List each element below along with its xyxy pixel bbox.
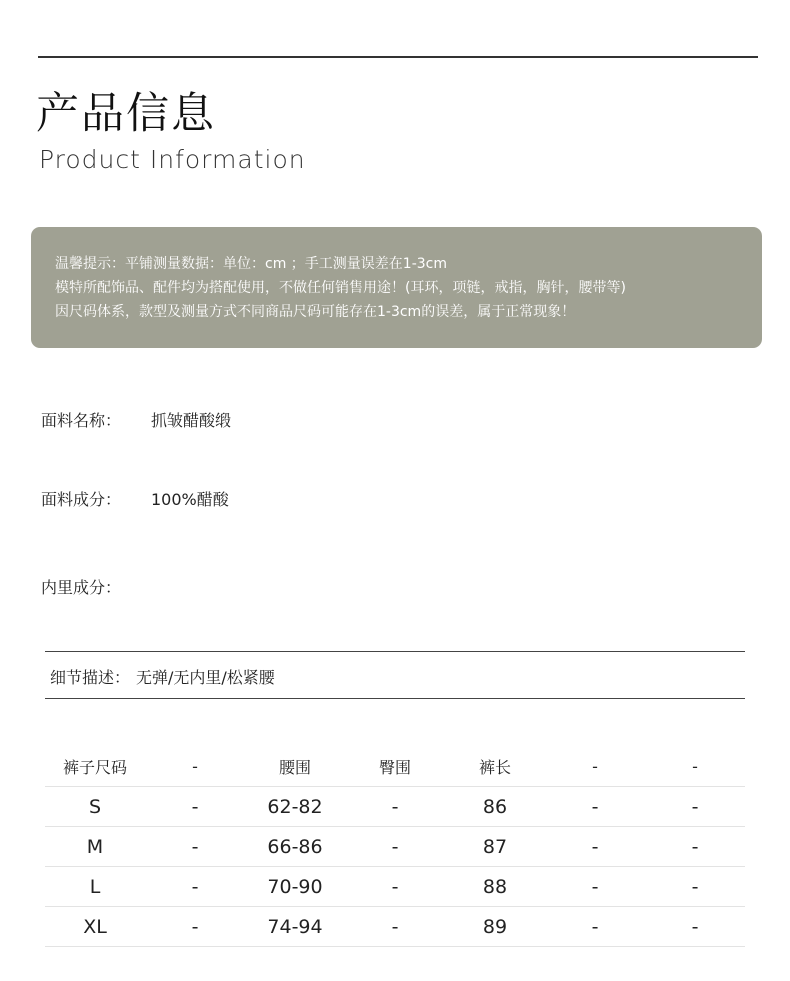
header-cell: - <box>545 746 645 787</box>
table-cell: 70-90 <box>245 867 345 907</box>
table-cell: 88 <box>445 867 545 907</box>
notice-line: 因尺码体系，款型及测量方式不同商品尺码可能存在1-3cm的误差，属于正常现象！ <box>55 304 576 320</box>
table-cell: - <box>645 827 745 867</box>
table-row <box>45 867 745 907</box>
table-cell: 74-94 <box>245 907 345 947</box>
detail-value: 无弹/无内里/松紧腰 <box>136 668 275 687</box>
table-cell: - <box>345 827 445 867</box>
size-table <box>45 746 745 947</box>
fabric-composition-label: 面料成分： <box>41 490 122 509</box>
table-cell: - <box>345 907 445 947</box>
table-cell: S <box>45 787 145 827</box>
table-cell: - <box>645 907 745 947</box>
table-cell: XL <box>45 907 145 947</box>
table-cell: - <box>645 787 745 827</box>
table-cell: - <box>145 787 245 827</box>
table-row <box>45 827 745 867</box>
page-subtitle: Product Information <box>39 145 306 174</box>
lining-composition-label: 内里成分： <box>41 578 122 597</box>
table-cell: L <box>45 867 145 907</box>
table-cell: - <box>345 787 445 827</box>
table-cell: - <box>545 907 645 947</box>
table-row <box>45 907 745 947</box>
detail-label: 细节描述： <box>50 668 131 687</box>
header-cell: 臀围 <box>345 746 445 787</box>
fabric-composition-row <box>41 487 229 510</box>
page-title: 产品信息 <box>36 89 216 139</box>
table-row <box>45 787 745 827</box>
top-divider <box>38 56 758 58</box>
table-cell: - <box>545 827 645 867</box>
notice-line: 模特所配饰品、配件均为搭配使用，不做任何销售用途！(耳环，项链，戒指，胸针，腰带等) <box>55 280 626 296</box>
header-cell: - <box>145 746 245 787</box>
notice-line: 温馨提示：平铺测量数据：单位：cm ；手工测量误差在1-3cm <box>55 256 447 272</box>
notice-box <box>31 227 762 348</box>
table-cell: 87 <box>445 827 545 867</box>
table-cell: - <box>545 787 645 827</box>
fabric-name-row <box>41 408 232 431</box>
table-cell: 62-82 <box>245 787 345 827</box>
table-cell: - <box>545 867 645 907</box>
table-cell: 89 <box>445 907 545 947</box>
table-cell: - <box>645 867 745 907</box>
header-cell: 裤长 <box>445 746 545 787</box>
table-cell: 66-86 <box>245 827 345 867</box>
table-cell: - <box>145 867 245 907</box>
table-cell: - <box>145 827 245 867</box>
size-table-header <box>45 746 745 787</box>
table-cell: 86 <box>445 787 545 827</box>
table-cell: M <box>45 827 145 867</box>
table-cell: - <box>145 907 245 947</box>
table-cell: - <box>345 867 445 907</box>
header-cell: 裤子尺码 <box>45 746 145 787</box>
detail-description <box>45 651 745 699</box>
fabric-name-value: 抓皱醋酸缎 <box>151 411 232 430</box>
fabric-name-label: 面料名称： <box>41 411 122 430</box>
header-cell: - <box>645 746 745 787</box>
lining-composition-row <box>41 575 121 598</box>
header-cell: 腰围 <box>245 746 345 787</box>
fabric-composition-value: 100%醋酸 <box>151 490 229 509</box>
